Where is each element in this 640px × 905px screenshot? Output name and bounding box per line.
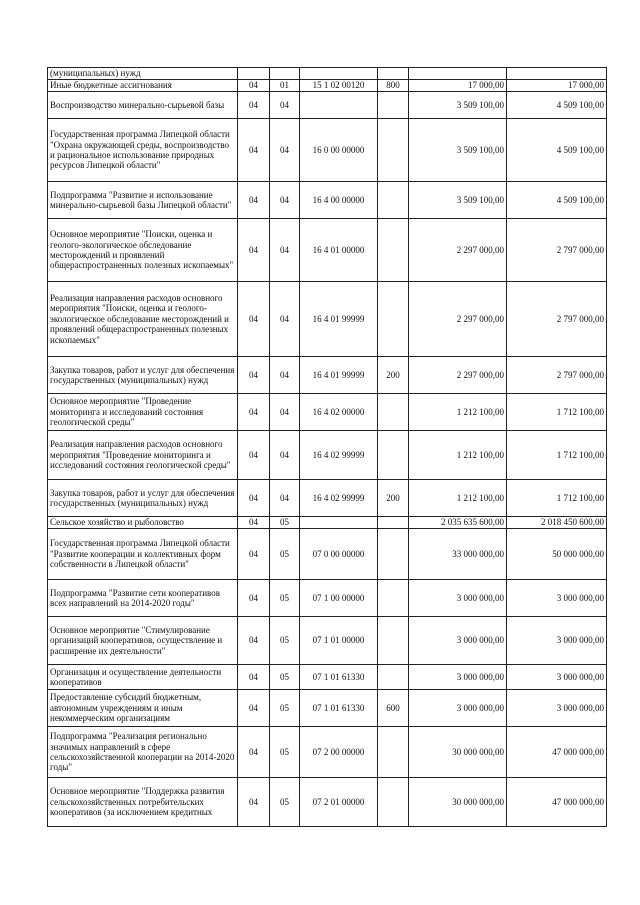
table-row: [48, 690, 607, 727]
amount-year1-cell: [409, 68, 507, 80]
target-article-cell: [300, 68, 378, 80]
subsection-code-cell: 05: [270, 617, 300, 665]
table-row: [48, 480, 607, 517]
expense-type-cell: [378, 119, 409, 182]
amount-year1-cell: 2 297 000,00: [409, 357, 507, 394]
amount-year2-cell: 3 000 000,00: [507, 580, 607, 617]
amount-year2-cell: 47 000 000,00: [507, 778, 607, 827]
subsection-code-cell: 04: [270, 282, 300, 357]
amount-year1-cell: 30 000 000,00: [409, 778, 507, 827]
amount-year2-cell: 1 712 100,00: [507, 431, 607, 480]
subsection-code-cell: 01: [270, 80, 300, 92]
expense-type-cell: [378, 394, 409, 431]
target-article-cell: 16 4 02 99999: [300, 431, 378, 480]
table-row: [48, 394, 607, 431]
amount-year2-cell: 2 797 000,00: [507, 219, 607, 282]
table-row: [48, 529, 607, 580]
section-code-cell: 04: [238, 665, 270, 690]
amount-year1-cell: 2 297 000,00: [409, 282, 507, 357]
subsection-code-cell: 04: [270, 394, 300, 431]
expense-type-cell: [378, 219, 409, 282]
expense-type-cell: [378, 68, 409, 80]
amount-year2-cell: 4 509 100,00: [507, 182, 607, 219]
amount-year2-cell: 4 509 100,00: [507, 119, 607, 182]
expense-type-cell: 800: [378, 80, 409, 92]
section-code-cell: 04: [238, 480, 270, 517]
amount-year2-cell: 3 000 000,00: [507, 665, 607, 690]
subsection-code-cell: 05: [270, 727, 300, 778]
amount-year2-cell: 3 000 000,00: [507, 617, 607, 665]
table-row: [48, 219, 607, 282]
expense-type-cell: [378, 182, 409, 219]
table-row: [48, 580, 607, 617]
expense-type-cell: [378, 580, 409, 617]
row-name-cell: Реализация направления расходов основного мероприятия "Поиски, оценка и геолого-экологическое обследование месторождений и проявлений общераспространенных полезных ископаемых": [48, 282, 238, 357]
amount-year2-cell: 17 000,00: [507, 80, 607, 92]
table-row: [48, 665, 607, 690]
subsection-code-cell: 04: [270, 480, 300, 517]
subsection-code-cell: 05: [270, 529, 300, 580]
amount-year1-cell: 3 000 000,00: [409, 690, 507, 727]
table-row: [48, 517, 607, 529]
section-code-cell: 04: [238, 92, 270, 119]
amount-year1-cell: 1 212 100,00: [409, 480, 507, 517]
row-name-cell: Воспроизводство минерально-сырьевой базы: [48, 92, 238, 119]
subsection-code-cell: 05: [270, 690, 300, 727]
table-row: [48, 182, 607, 219]
amount-year2-cell: 2 018 450 600,00: [507, 517, 607, 529]
target-article-cell: 07 2 00 00000: [300, 727, 378, 778]
target-article-cell: 07 1 01 61330: [300, 690, 378, 727]
amount-year1-cell: 2 035 635 600,00: [409, 517, 507, 529]
target-article-cell: 16 4 02 00000: [300, 394, 378, 431]
row-name-cell: Государственная программа Липецкой области "Охрана окружающей среды, воспроизводство и рациональное использование природных ресурсов Липецкой области": [48, 119, 238, 182]
expense-type-cell: [378, 431, 409, 480]
amount-year2-cell: 50 000 000,00: [507, 529, 607, 580]
table-row: [48, 727, 607, 778]
target-article-cell: 07 1 01 61330: [300, 665, 378, 690]
row-name-cell: Основное мероприятие "Стимулирование организаций кооперативов, осуществление и расширение их деятельности": [48, 617, 238, 665]
section-code-cell: 04: [238, 80, 270, 92]
expense-type-cell: 600: [378, 690, 409, 727]
table-row: [48, 68, 607, 80]
section-code-cell: 04: [238, 119, 270, 182]
row-name-cell: Сельское хозяйство и рыболовство: [48, 517, 238, 529]
section-code-cell: 04: [238, 282, 270, 357]
section-code-cell: 04: [238, 182, 270, 219]
amount-year2-cell: [507, 68, 607, 80]
expense-type-cell: [378, 617, 409, 665]
expense-type-cell: 200: [378, 480, 409, 517]
subsection-code-cell: 05: [270, 517, 300, 529]
table-row: [48, 778, 607, 827]
target-article-cell: 15 1 02 00120: [300, 80, 378, 92]
target-article-cell: 16 4 01 99999: [300, 357, 378, 394]
amount-year1-cell: 1 212 100,00: [409, 394, 507, 431]
table-row: [48, 92, 607, 119]
amount-year2-cell: 47 000 000,00: [507, 727, 607, 778]
table-row: [48, 431, 607, 480]
amount-year2-cell: 2 797 000,00: [507, 282, 607, 357]
section-code-cell: 04: [238, 580, 270, 617]
amount-year2-cell: 2 797 000,00: [507, 357, 607, 394]
subsection-code-cell: 05: [270, 778, 300, 827]
section-code-cell: [238, 68, 270, 80]
target-article-cell: 07 0 00 00000: [300, 529, 378, 580]
section-code-cell: 04: [238, 778, 270, 827]
section-code-cell: 04: [238, 219, 270, 282]
subsection-code-cell: 04: [270, 357, 300, 394]
subsection-code-cell: 04: [270, 92, 300, 119]
section-code-cell: 04: [238, 529, 270, 580]
amount-year1-cell: 2 297 000,00: [409, 219, 507, 282]
table-row: [48, 617, 607, 665]
subsection-code-cell: 05: [270, 665, 300, 690]
row-name-cell: Реализация направления расходов основного мероприятия "Проведение мониторинга и исследований состояния геологической среды": [48, 431, 238, 480]
row-name-cell: Организация и осуществление деятельности кооперативов: [48, 665, 238, 690]
amount-year1-cell: 3 000 000,00: [409, 665, 507, 690]
expense-type-cell: [378, 92, 409, 119]
amount-year1-cell: 3 000 000,00: [409, 617, 507, 665]
subsection-code-cell: 04: [270, 219, 300, 282]
table-row: [48, 119, 607, 182]
amount-year1-cell: 1 212 100,00: [409, 431, 507, 480]
amount-year1-cell: 3 509 100,00: [409, 182, 507, 219]
target-article-cell: 16 4 01 00000: [300, 219, 378, 282]
amount-year1-cell: 3 509 100,00: [409, 92, 507, 119]
row-name-cell: Основное мероприятие "Поддержка развития сельскохозяйственных потребительских кооперативов (за исключением кредитных: [48, 778, 238, 827]
amount-year1-cell: 17 000,00: [409, 80, 507, 92]
subsection-code-cell: 05: [270, 580, 300, 617]
expense-type-cell: [378, 665, 409, 690]
expense-type-cell: 200: [378, 357, 409, 394]
table-row: [48, 357, 607, 394]
subsection-code-cell: 04: [270, 119, 300, 182]
row-name-cell: Иные бюджетные ассигнования: [48, 80, 238, 92]
amount-year2-cell: 3 000 000,00: [507, 690, 607, 727]
row-name-cell: Подпрограмма "Реализация регионально значимых направлений в сфере сельскохозяйственной кооперации на 2014-2020 годы": [48, 727, 238, 778]
subsection-code-cell: 04: [270, 182, 300, 219]
row-name-cell: Государственная программа Липецкой области "Развитие кооперации и коллективных форм собственности в Липецкой области": [48, 529, 238, 580]
budget-table-page: [47, 67, 607, 827]
target-article-cell: 16 4 01 99999: [300, 282, 378, 357]
section-code-cell: 04: [238, 690, 270, 727]
table-row: [48, 80, 607, 92]
row-name-cell: (муниципальных) нужд: [48, 68, 238, 80]
section-code-cell: 04: [238, 357, 270, 394]
expense-type-cell: [378, 727, 409, 778]
row-name-cell: Основное мероприятие "Проведение мониторинга и исследований состояния геологической среды": [48, 394, 238, 431]
row-name-cell: Закупка товаров, работ и услуг для обеспечения государственных (муниципальных) нужд: [48, 480, 238, 517]
row-name-cell: Подпрограмма "Развитие и использование минерально-сырьевой базы Липецкой области": [48, 182, 238, 219]
amount-year1-cell: 3 000 000,00: [409, 580, 507, 617]
subsection-code-cell: 04: [270, 431, 300, 480]
row-name-cell: Закупка товаров, работ и услуг для обеспечения государственных (муниципальных) нужд: [48, 357, 238, 394]
section-code-cell: 04: [238, 394, 270, 431]
amount-year2-cell: 1 712 100,00: [507, 394, 607, 431]
section-code-cell: 04: [238, 727, 270, 778]
expense-type-cell: [378, 778, 409, 827]
row-name-cell: Предоставление субсидий бюджетным, автономным учреждениям и иным некоммерческим организациям: [48, 690, 238, 727]
target-article-cell: [300, 92, 378, 119]
budget-table: [47, 67, 607, 827]
row-name-cell: Подпрограмма "Развитие сети кооперативов всех направлений на 2014-2020 годы": [48, 580, 238, 617]
expense-type-cell: [378, 282, 409, 357]
target-article-cell: 16 4 02 99999: [300, 480, 378, 517]
target-article-cell: [300, 517, 378, 529]
table-body: [48, 68, 607, 827]
amount-year2-cell: 1 712 100,00: [507, 480, 607, 517]
expense-type-cell: [378, 517, 409, 529]
amount-year2-cell: 4 509 100,00: [507, 92, 607, 119]
section-code-cell: 04: [238, 431, 270, 480]
target-article-cell: 16 4 00 00000: [300, 182, 378, 219]
section-code-cell: 04: [238, 517, 270, 529]
target-article-cell: 07 1 00 00000: [300, 580, 378, 617]
section-code-cell: 04: [238, 617, 270, 665]
target-article-cell: 07 2 01 00000: [300, 778, 378, 827]
expense-type-cell: [378, 529, 409, 580]
amount-year1-cell: 3 509 100,00: [409, 119, 507, 182]
target-article-cell: 16 0 00 00000: [300, 119, 378, 182]
subsection-code-cell: [270, 68, 300, 80]
target-article-cell: 07 1 01 00000: [300, 617, 378, 665]
amount-year1-cell: 33 000 000,00: [409, 529, 507, 580]
table-row: [48, 282, 607, 357]
row-name-cell: Основное мероприятие "Поиски, оценка и геолого-экологическое обследование месторождений и проявлений общераспространенных полезных ископаемых": [48, 219, 238, 282]
amount-year1-cell: 30 000 000,00: [409, 727, 507, 778]
